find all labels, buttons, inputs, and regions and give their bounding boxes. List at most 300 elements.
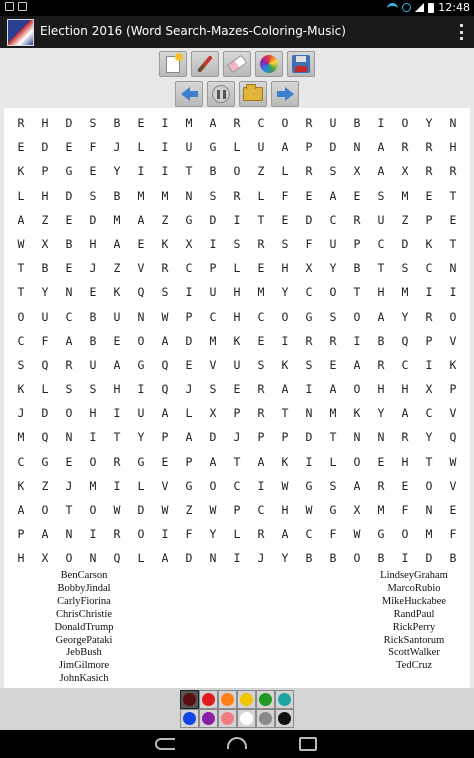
grid-letter[interactable]: L [281,164,289,179]
grid-letter[interactable]: R [17,116,25,130]
grid-letter[interactable]: J [113,140,121,155]
grid-letter[interactable]: Q [161,357,169,372]
grid-letter[interactable]: I [113,406,121,421]
grid-letter[interactable]: O [449,309,457,324]
grid-letter[interactable]: M [137,188,145,203]
grid-letter[interactable]: I [185,285,193,300]
grid-letter[interactable]: D [185,333,193,348]
color-wheel-button[interactable] [255,51,283,77]
grid-letter[interactable]: Y [377,406,385,421]
grid-letter[interactable]: R [257,406,265,421]
grid-letter[interactable]: M [89,478,97,493]
grid-letter[interactable]: K [281,357,289,372]
grid-letter[interactable]: I [305,454,313,469]
grid-letter[interactable]: V [161,478,169,493]
grid-letter[interactable]: P [305,140,313,155]
grid-letter[interactable]: L [233,261,241,276]
grid-letter[interactable]: D [137,503,145,517]
grid-letter[interactable]: W [281,478,289,493]
grid-letter[interactable]: I [209,236,217,251]
grid-letter[interactable]: D [89,212,97,227]
grid-letter[interactable]: A [257,454,265,469]
grid-letter[interactable]: P [257,430,265,445]
grid-letter[interactable]: U [329,116,337,130]
grid-letter[interactable]: A [17,503,25,517]
grid-letter[interactable]: M [329,406,337,421]
grid-letter[interactable]: Q [113,551,121,566]
grid-letter[interactable]: Y [209,527,217,542]
grid-letter[interactable]: Q [161,382,169,397]
grid-letter[interactable]: H [449,140,457,155]
grid-letter[interactable]: S [65,382,73,397]
grid-letter[interactable]: E [233,382,241,397]
grid-letter[interactable]: A [209,454,217,469]
grid-letter[interactable]: W [209,503,217,517]
grid-letter[interactable]: O [233,164,241,179]
grid-letter[interactable]: X [353,503,361,517]
back-icon[interactable] [155,738,175,750]
grid-letter[interactable]: M [161,188,169,203]
grid-letter[interactable]: S [89,382,97,397]
grid-letter[interactable]: O [281,116,289,130]
grid-letter[interactable]: O [353,454,361,469]
grid-letter[interactable]: S [17,357,25,372]
grid-letter[interactable]: C [257,503,265,517]
grid-letter[interactable]: O [425,478,433,493]
grid-letter[interactable]: F [89,140,97,155]
grid-letter[interactable]: O [209,478,217,493]
grid-letter[interactable]: L [233,527,241,542]
grid-letter[interactable]: T [377,261,385,276]
grid-letter[interactable]: J [185,382,193,397]
grid-letter[interactable]: K [161,236,169,251]
grid-letter[interactable]: A [113,357,121,372]
grid-letter[interactable]: I [137,164,145,179]
grid-letter[interactable]: N [353,140,361,155]
grid-letter[interactable]: P [233,503,241,517]
grid-letter[interactable]: B [89,309,97,324]
grid-letter[interactable]: K [17,164,25,179]
grid-letter[interactable]: M [209,333,217,348]
grid-letter[interactable]: S [89,188,97,203]
grid-letter[interactable]: U [377,212,385,227]
grid-letter[interactable]: D [185,551,193,566]
grid-letter[interactable]: Y [137,430,145,445]
color-swatch[interactable] [199,690,218,709]
grid-letter[interactable]: I [449,285,457,300]
grid-letter[interactable]: J [17,406,25,421]
grid-letter[interactable]: J [89,261,97,276]
grid-letter[interactable]: I [425,357,433,372]
grid-letter[interactable]: B [113,116,121,130]
grid-letter[interactable]: A [377,309,385,324]
grid-letter[interactable]: I [89,527,97,542]
color-swatch[interactable] [199,709,218,728]
grid-letter[interactable]: G [185,212,193,227]
grid-letter[interactable]: H [17,551,25,566]
grid-letter[interactable]: B [449,551,457,566]
grid-letter[interactable]: Y [281,551,289,566]
grid-letter[interactable]: W [113,503,121,517]
grid-letter[interactable]: E [377,454,385,469]
grid-letter[interactable]: G [305,309,313,324]
grid-letter[interactable]: E [89,285,97,300]
grid-letter[interactable]: I [161,140,169,155]
grid-letter[interactable]: T [17,285,25,300]
color-swatch[interactable] [256,709,275,728]
grid-letter[interactable]: N [353,430,361,445]
grid-letter[interactable]: P [185,454,193,469]
grid-letter[interactable]: C [377,236,385,251]
grid-letter[interactable]: L [137,551,145,566]
grid-letter[interactable]: E [185,357,193,372]
grid-letter[interactable]: L [329,454,337,469]
grid-letter[interactable]: G [137,357,145,372]
grid-letter[interactable]: F [401,503,409,517]
grid-letter[interactable]: T [353,285,361,300]
grid-letter[interactable]: T [425,454,433,469]
grid-letter[interactable]: G [41,454,49,469]
grid-letter[interactable]: I [161,164,169,179]
color-swatch[interactable] [275,709,294,728]
grid-letter[interactable]: O [401,116,409,130]
grid-letter[interactable]: Z [257,164,265,179]
grid-letter[interactable]: S [89,116,97,130]
grid-letter[interactable]: R [113,454,121,469]
grid-letter[interactable]: I [425,285,433,300]
grid-letter[interactable]: T [281,406,289,421]
grid-letter[interactable]: I [233,212,241,227]
grid-letter[interactable]: V [449,333,457,348]
grid-letter[interactable]: E [329,357,337,372]
grid-letter[interactable]: R [377,478,385,493]
grid-letter[interactable]: A [17,212,25,227]
grid-letter[interactable]: X [41,551,49,566]
grid-letter[interactable]: P [449,382,457,397]
grid-letter[interactable]: S [281,236,289,251]
grid-letter[interactable]: D [41,140,49,155]
grid-letter[interactable]: E [65,454,73,469]
grid-letter[interactable]: E [281,212,289,227]
grid-letter[interactable]: S [329,478,337,493]
grid-letter[interactable]: I [113,478,121,493]
grid-letter[interactable]: C [425,406,433,421]
grid-letter[interactable]: O [65,406,73,421]
color-swatch[interactable] [180,690,199,709]
grid-letter[interactable]: J [257,551,265,566]
grid-letter[interactable]: N [305,406,313,421]
grid-letter[interactable]: B [65,236,73,251]
grid-letter[interactable]: M [185,116,193,130]
grid-letter[interactable]: A [65,333,73,348]
grid-letter[interactable]: H [113,382,121,397]
color-swatch[interactable] [218,690,237,709]
grid-letter[interactable]: F [449,527,457,542]
grid-letter[interactable]: M [401,188,409,203]
grid-letter[interactable]: H [281,261,289,276]
grid-letter[interactable]: X [41,236,49,251]
grid-letter[interactable]: L [233,140,241,155]
grid-letter[interactable]: M [401,285,409,300]
grid-letter[interactable]: Z [161,212,169,227]
grid-letter[interactable]: E [449,212,457,227]
grid-letter[interactable]: Q [449,430,457,445]
grid-letter[interactable]: B [377,333,385,348]
grid-letter[interactable]: A [137,212,145,227]
color-swatch[interactable] [256,690,275,709]
grid-letter[interactable]: C [329,212,337,227]
grid-letter[interactable]: Q [41,430,49,445]
grid-letter[interactable]: R [257,382,265,397]
grid-letter[interactable]: D [65,116,73,130]
pause-button[interactable] [207,81,235,107]
grid-letter[interactable]: A [41,527,49,542]
grid-letter[interactable]: E [425,188,433,203]
grid-letter[interactable]: S [329,309,337,324]
grid-letter[interactable]: L [41,382,49,397]
grid-letter[interactable]: L [17,188,25,203]
open-folder-button[interactable] [239,81,267,107]
grid-letter[interactable]: S [377,188,385,203]
grid-letter[interactable]: R [257,527,265,542]
grid-letter[interactable]: K [113,285,121,300]
grid-letter[interactable]: W [305,503,313,517]
grid-letter[interactable]: C [305,285,313,300]
grid-letter[interactable]: N [209,551,217,566]
grid-letter[interactable]: L [257,188,265,203]
grid-letter[interactable]: I [137,382,145,397]
grid-letter[interactable]: I [233,551,241,566]
grid-letter[interactable]: I [89,430,97,445]
grid-letter[interactable]: R [401,430,409,445]
grid-letter[interactable]: I [257,478,265,493]
new-page-button[interactable] [159,51,187,77]
grid-letter[interactable]: U [89,357,97,372]
grid-letter[interactable]: I [281,333,289,348]
grid-letter[interactable]: R [425,140,433,155]
grid-letter[interactable]: M [257,285,265,300]
grid-letter[interactable]: S [209,382,217,397]
grid-letter[interactable]: B [41,261,49,276]
grid-letter[interactable]: F [185,527,193,542]
grid-letter[interactable]: S [257,357,265,372]
grid-letter[interactable]: K [17,478,25,493]
grid-letter[interactable]: L [137,478,145,493]
grid-letter[interactable]: H [89,236,97,251]
grid-letter[interactable]: T [449,188,457,203]
grid-letter[interactable]: C [17,333,25,348]
grid-letter[interactable]: W [161,309,169,324]
grid-letter[interactable]: H [281,503,289,517]
grid-letter[interactable]: R [233,188,241,203]
grid-letter[interactable]: B [89,333,97,348]
color-swatch[interactable] [275,690,294,709]
grid-letter[interactable]: R [377,357,385,372]
grid-letter[interactable]: R [305,116,313,130]
grid-letter[interactable]: O [89,454,97,469]
grid-letter[interactable]: B [209,164,217,179]
grid-letter[interactable]: A [209,116,217,130]
grid-letter[interactable]: R [161,261,169,276]
app-logo-icon[interactable] [7,19,34,46]
grid-letter[interactable]: E [113,333,121,348]
grid-letter[interactable]: R [425,164,433,179]
grid-letter[interactable]: G [329,503,337,517]
grid-letter[interactable]: X [209,406,217,421]
grid-letter[interactable]: R [65,357,73,372]
grid-letter[interactable]: C [425,261,433,276]
grid-letter[interactable]: A [281,140,289,155]
grid-letter[interactable]: N [185,188,193,203]
grid-letter[interactable]: X [425,382,433,397]
grid-letter[interactable]: P [425,212,433,227]
grid-letter[interactable]: M [425,527,433,542]
grid-letter[interactable]: H [377,285,385,300]
grid-letter[interactable]: O [353,382,361,397]
grid-letter[interactable]: K [233,333,241,348]
grid-letter[interactable]: Q [41,357,49,372]
grid-letter[interactable]: Q [401,333,409,348]
grid-letter[interactable]: T [17,261,25,276]
grid-letter[interactable]: Y [425,116,433,130]
grid-letter[interactable]: U [257,140,265,155]
grid-letter[interactable]: A [161,333,169,348]
grid-letter[interactable]: S [329,164,337,179]
grid-letter[interactable]: O [353,551,361,566]
grid-letter[interactable]: R [113,527,121,542]
grid-letter[interactable]: G [137,454,145,469]
grid-letter[interactable]: Z [401,212,409,227]
grid-letter[interactable]: Y [113,164,121,179]
grid-letter[interactable]: P [41,164,49,179]
grid-letter[interactable]: Z [41,212,49,227]
grid-letter[interactable]: A [281,382,289,397]
grid-letter[interactable]: N [89,551,97,566]
grid-letter[interactable]: X [353,164,361,179]
grid-letter[interactable]: H [41,116,49,130]
grid-letter[interactable]: H [401,382,409,397]
grid-letter[interactable]: S [161,285,169,300]
grid-letter[interactable]: S [233,236,241,251]
grid-letter[interactable]: K [353,406,361,421]
grid-letter[interactable]: E [353,188,361,203]
grid-letter[interactable]: U [185,140,193,155]
grid-letter[interactable]: N [377,430,385,445]
grid-letter[interactable]: G [185,478,193,493]
grid-letter[interactable]: R [305,333,313,348]
grid-letter[interactable]: A [329,382,337,397]
grid-letter[interactable]: O [401,527,409,542]
grid-letter[interactable]: V [209,357,217,372]
grid-letter[interactable]: G [209,140,217,155]
grid-letter[interactable]: D [305,212,313,227]
grid-letter[interactable]: R [305,164,313,179]
grid-letter[interactable]: N [425,503,433,517]
grid-letter[interactable]: R [353,212,361,227]
grid-letter[interactable]: G [377,527,385,542]
grid-letter[interactable]: F [281,188,289,203]
grid-letter[interactable]: T [185,164,193,179]
grid-letter[interactable]: I [161,116,169,130]
grid-letter[interactable]: C [257,116,265,130]
grid-letter[interactable]: K [449,357,457,372]
grid-letter[interactable]: O [329,285,337,300]
grid-letter[interactable]: F [305,236,313,251]
grid-letter[interactable]: B [353,116,361,130]
grid-letter[interactable]: O [353,309,361,324]
grid-letter[interactable]: H [377,382,385,397]
grid-letter[interactable]: P [185,309,193,324]
grid-letter[interactable]: C [17,454,25,469]
grid-letter[interactable]: O [89,503,97,517]
grid-letter[interactable]: B [305,551,313,566]
grid-letter[interactable]: T [449,236,457,251]
grid-letter[interactable]: B [329,551,337,566]
grid-letter[interactable]: M [17,430,25,445]
grid-letter[interactable]: O [17,309,25,324]
grid-letter[interactable]: N [449,116,457,130]
grid-letter[interactable]: A [401,406,409,421]
previous-button[interactable] [175,81,203,107]
color-swatch[interactable] [218,709,237,728]
grid-letter[interactable]: T [113,430,121,445]
grid-letter[interactable]: B [353,261,361,276]
grid-letter[interactable]: R [449,164,457,179]
grid-letter[interactable]: P [233,406,241,421]
grid-letter[interactable]: U [137,406,145,421]
grid-letter[interactable]: A [377,140,385,155]
grid-letter[interactable]: H [233,285,241,300]
grid-letter[interactable]: C [65,309,73,324]
grid-letter[interactable]: Y [41,285,49,300]
grid-letter[interactable]: N [137,309,145,324]
grid-letter[interactable]: D [209,212,217,227]
next-button[interactable] [271,81,299,107]
grid-letter[interactable]: N [449,261,457,276]
grid-letter[interactable]: S [209,188,217,203]
grid-letter[interactable]: E [17,140,25,155]
grid-letter[interactable]: K [281,454,289,469]
grid-letter[interactable]: S [305,357,313,372]
grid-letter[interactable]: H [233,309,241,324]
color-swatch[interactable] [237,690,256,709]
letter-grid[interactable] [9,111,465,571]
grid-letter[interactable]: A [377,164,385,179]
grid-letter[interactable]: R [329,333,337,348]
color-swatch[interactable] [180,709,199,728]
grid-letter[interactable]: U [41,309,49,324]
save-button[interactable] [287,51,315,77]
grid-letter[interactable]: Z [113,261,121,276]
grid-letter[interactable]: T [233,454,241,469]
grid-letter[interactable]: W [449,454,457,469]
overflow-menu-icon[interactable] [460,24,464,40]
grid-letter[interactable]: E [65,212,73,227]
grid-letter[interactable]: P [353,236,361,251]
grid-letter[interactable]: O [65,551,73,566]
grid-letter[interactable]: C [257,309,265,324]
grid-letter[interactable]: F [329,527,337,542]
grid-letter[interactable]: R [401,140,409,155]
grid-letter[interactable]: H [401,454,409,469]
grid-letter[interactable]: U [209,285,217,300]
grid-letter[interactable]: T [329,430,337,445]
grid-letter[interactable]: E [137,116,145,130]
grid-letter[interactable]: Q [137,285,145,300]
grid-letter[interactable]: A [161,406,169,421]
grid-letter[interactable]: O [137,527,145,542]
grid-letter[interactable]: C [401,357,409,372]
